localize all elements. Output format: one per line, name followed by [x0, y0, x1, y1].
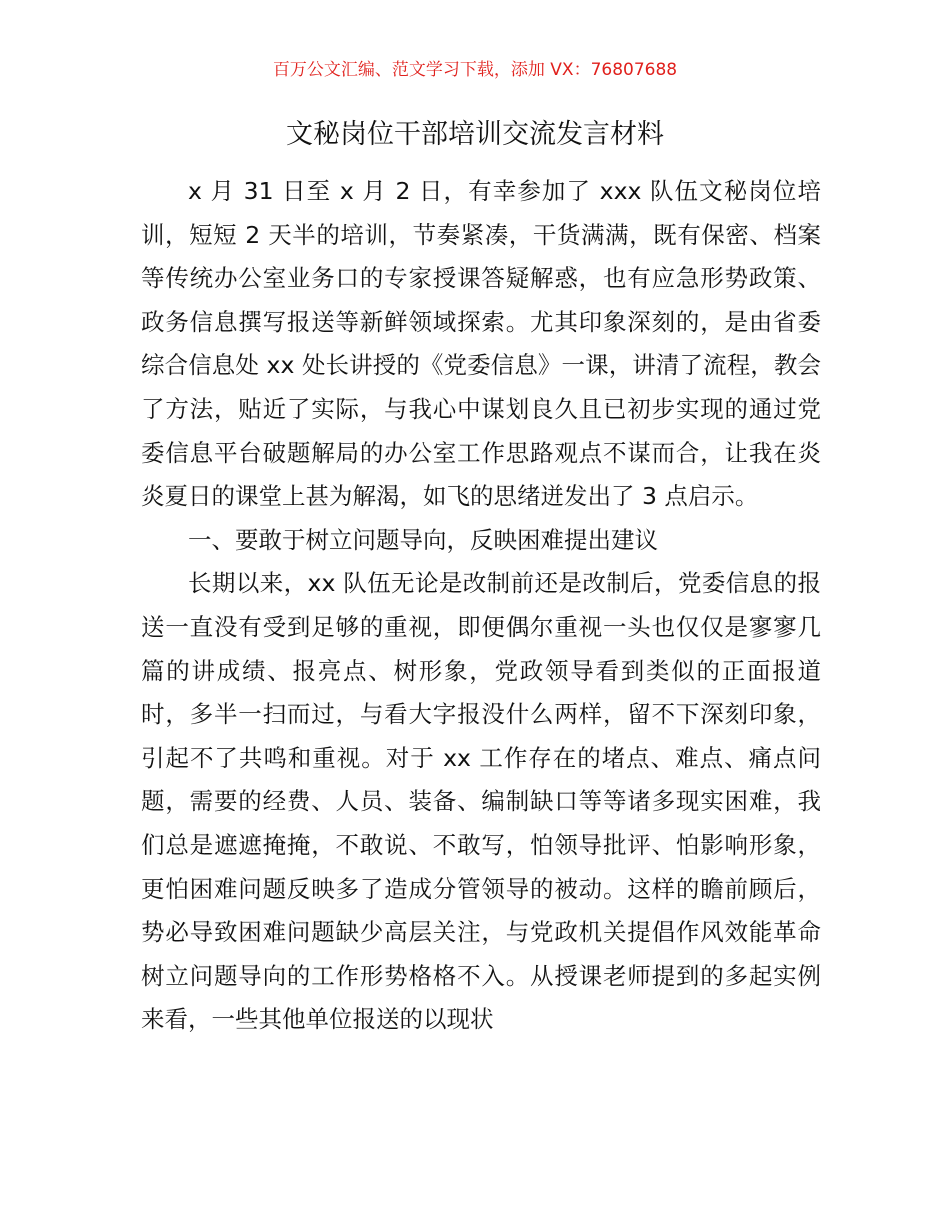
- document-title: 文秘岗位干部培训交流发言材料: [286, 119, 664, 150]
- intro-paragraph: x 月 31 日至 x 月 2 日，有幸参加了 xxx 队伍文秘岗位培训，短短 2 天半的培训，节奏紧凑，干货满满，既有保密、档案等传统办公室业务口的专家授课答疑解惑，也有应急形势政策、政务信息撰写报送等新鲜领域探索。尤其印象深刻的，是由省委综合信息处 xx 处长讲授的《党委信息》一课，讲清了流程，教会了方法，贴近了实际，与我心中谋划良久且已初步实现的通过党委信息平台破题解局的办公室工作思路观点不谋而合，让我在炎炎夏日的课堂上甚为解渴，如飞的思绪迸发出了 3 点启示。: [141, 177, 821, 511]
- section-heading-1: 一、要敢于树立问题导向，反映困难提出建议: [188, 525, 658, 554]
- document-body: [141, 170, 821, 1042]
- section-1-paragraph: 长期以来，xx 队伍无论是改制前还是改制后，党委信息的报送一直没有受到足够的重视，即便偶尔重视一头也仅仅是寥寥几篇的讲成绩、报亮点、树形象，党政领导看到类似的正面报道时，多半一扫而过，与看大字报没什么两样，留不下深刻印象，引起不了共鸣和重视。对于 xx 工作存在的堵点、难点、痛点问题，需要的经费、人员、装备、编制缺口等等诸多现实困难，我们总是遮遮掩掩，不敢说、不敢写，怕领导批评、怕影响形象，更怕困难问题反映多了造成分管领导的被动。这样的瞻前顾后，势必导致困难问题缺少高层关注，与党政机关提倡作风效能革命树立问题导向的工作形势格格不入。从授课老师提到的多起实例来看，一些其他单位报送的以现状: [141, 569, 821, 1034]
- header-watermark-note: 百万公文汇编、范文学习下载，添加 VX：76807688: [272, 60, 678, 80]
